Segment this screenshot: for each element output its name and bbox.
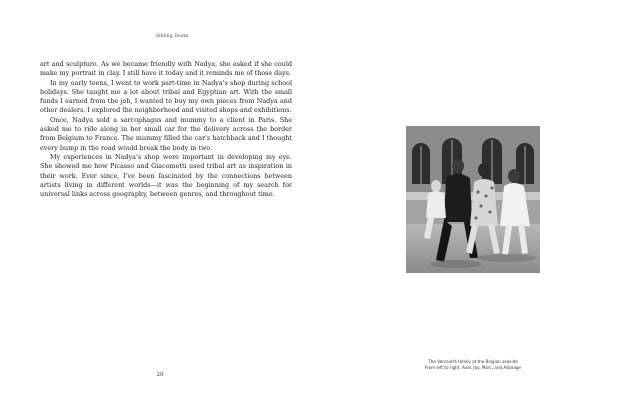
photo-caption <box>383 359 563 372</box>
caption-line: From left to right: Axel, Jos, Marc, and Asbeage <box>424 365 522 371</box>
paragraph: Once, Nadya sold a sarcophagus and mummy to a client in Paris. She asked me to ride along in her small car for the delivery across the border from Belgium to France. The mummy filled the car's hatchback and I thought every bump in the road would break the body in two. <box>40 115 292 152</box>
body-text <box>40 60 292 199</box>
paragraph: In my early teens, I went to work part-time in Nadya's shop during school holidays. She taught me a lot about tribal and Egyptian art. With the small funds I earned from the job, I wanted to buy my own pieces from Nadya and other dealers. I explored the neighborhood and visited shops and exhibitions. <box>40 78 292 115</box>
family-photo-image <box>406 126 540 273</box>
caption-line: The Vercoutré family at the Belgian seaside <box>428 359 518 364</box>
paragraph: My experiences in Nadya's shop were important in developing my eye. She showed me how Picasso and Giacometti used tribal art as inspiration in their work. Ever since, I've been fascinated by the connections between artists living in different worlds—it was the beginning of my search for universal links across geography, between genres, and throughout time. <box>40 152 292 199</box>
family-photo <box>406 126 540 273</box>
paragraph: art and sculpture. As we became friendly with Nadya, she asked if she could make my portrait in clay. I still have it today and it reminds me of those days. <box>40 60 292 78</box>
running-head: Sibling Doom <box>155 34 189 39</box>
page-number: 20 <box>156 372 164 378</box>
